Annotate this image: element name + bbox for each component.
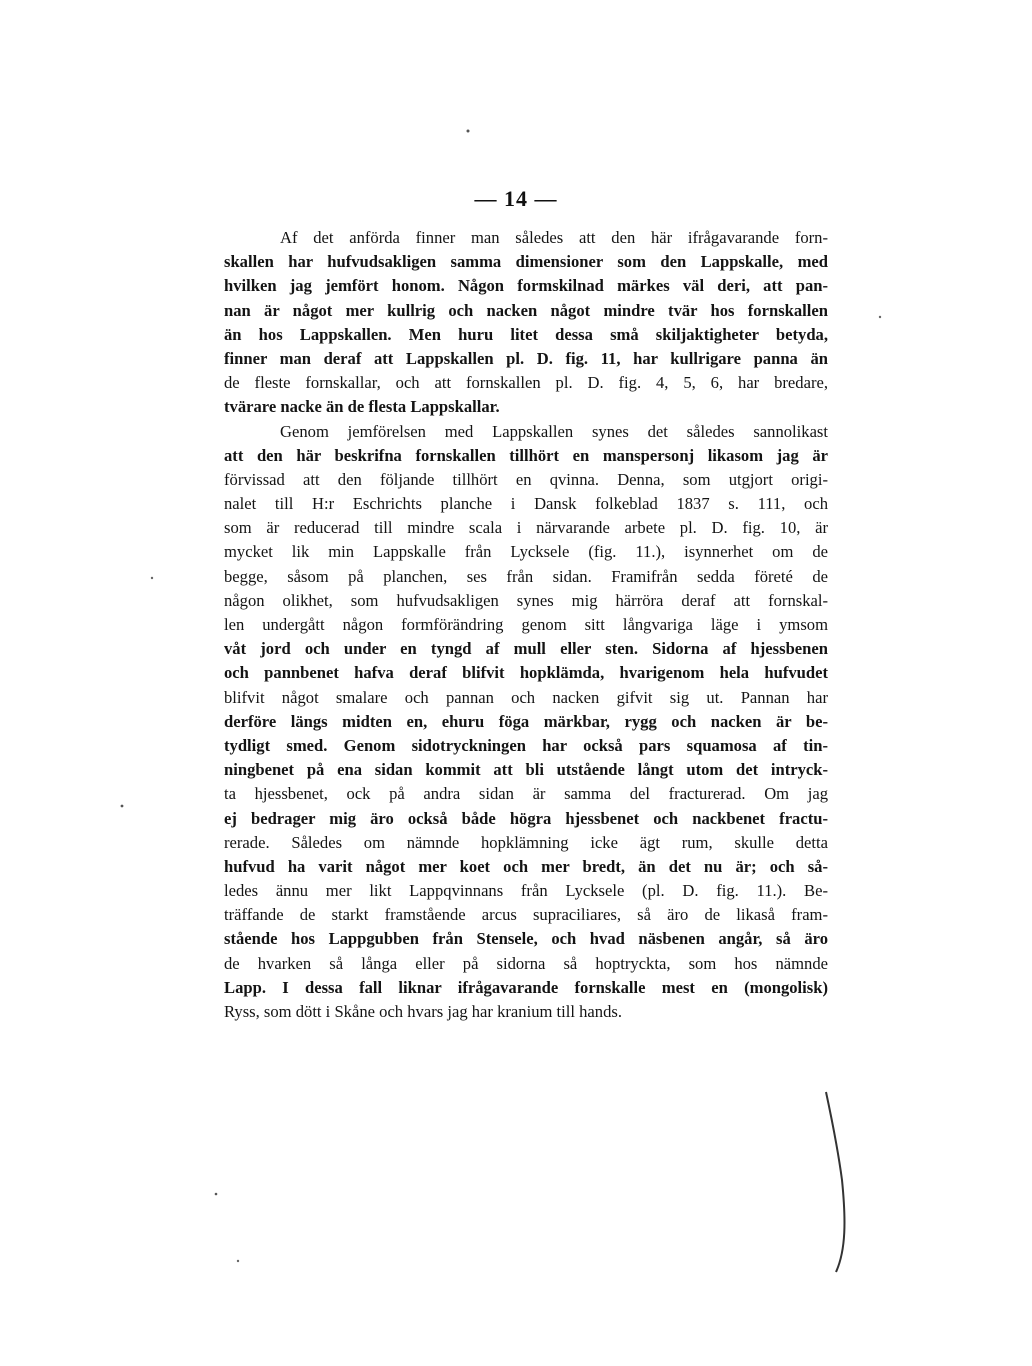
text-line: Ryss, som dött i Skåne och hvars jag har kranium till hands. [224,1002,622,1021]
text-line: rerade. Således om nämnde hopklämning icke ägt rum, skulle detta [224,832,828,852]
text-line: än hos Lappskallen. Men huru litet dessa små skiljaktigheter betyda, [224,324,828,344]
text-line: tydligt smed. Genom sidotryckningen har också pars squamosa af tin- [224,735,828,755]
text-line: finner man deraf att Lappskallen pl. D. fig. 11, har kullrigare panna än [224,348,828,368]
text-line: nan är något mer kullrig och nacken något mindre tvär hos fornskallen [224,300,828,320]
text-line: hvilken jag jemfört honom. Någon formskilnad märkes väl deri, att pan- [224,276,828,296]
text-line: skallen har hufvudsakligen samma dimensioner som den Lappskalle, med [224,252,828,272]
text-line: som är reducerad till mindre scala i närvarande arbete pl. D. fig. 10, är [224,518,828,538]
scan-speck [215,1193,218,1196]
scan-speck [879,316,881,318]
text-line: de hvarken så långa eller på sidorna så hoptryckta, som hos nämnde [224,953,828,973]
text-line: träffande de starkt framstående arcus supraciliares, så äro de likaså fram- [224,905,828,925]
text-line: Genom jemförelsen med Lappskallen synes det således sannolikast [280,421,828,441]
text-line: förvissad att den följande tillhört en qvinna. Denna, som utgjort origi- [224,469,828,489]
text-line: Lapp. I dessa fall liknar ifrågavarande fornskalle mest en (mongolisk) [224,977,828,997]
text-line: derföre längs midten en, ehuru föga märkbar, rygg och nacken är be- [224,711,828,731]
text-line: ledes ännu mer likt Lappqvinnans från Lycksele (pl. D. fig. 11.). Be- [224,881,828,901]
text-line: Af det anförda finner man således att den här ifrågavarande forn- [280,228,828,247]
text-line: ta hjessbenet, ock på andra sidan är samma del fracturerad. Om jag [224,784,828,804]
text-line: någon olikhet, som hufvudsakligen synes mig härröra deraf att fornskal- [224,590,828,610]
text-line: tvärare nacke än de flesta Lappskallar. [224,397,500,417]
page-number: — 14 — [474,186,558,211]
text-line: begge, såsom på planchen, ses från sidan. Framifrån sedda företé de [224,566,828,586]
text-line: hufvud ha varit något mer koet och mer bredt, än det nu är; och så- [224,856,828,876]
scan-speck [121,805,124,808]
scan-speck [237,1260,239,1262]
text-line: och pannbenet hafva deraf blifvit hopklämda, hvarigenom hela hufvudet [224,663,828,683]
scan-margin-line [826,1092,844,1272]
text-line: mycket lik min Lappskalle från Lycksele (fig. 11.), isynnerhet om de [224,542,828,562]
text-line: nalet till H:r Eschrichts planche i Dansk folkeblad 1837 s. 111, och [224,494,828,514]
text-line: ej bedrager mig äro också både högra hjessbenet och nackbenet fractu- [224,808,828,828]
paragraph-2 [224,420,828,1025]
text-line: blifvit något smalare och pannan och nacken gifvit sig ut. Pannan har [224,687,828,707]
text-line: de fleste fornskallar, och att fornskallen pl. D. fig. 4, 5, 6, har bredare, [224,373,828,393]
text-line: stående hos Lappgubben från Stensele, och hvad näsbenen angår, så äro [224,929,828,949]
text-line: ningbenet på ena sidan kommit att bli utstående långt utom det intryck- [224,760,828,780]
body-text [224,226,828,1024]
paragraph-1 [224,226,828,420]
text-line: våt jord och under en tyngd af mull eller sten. Sidorna af hjessbenen [224,639,828,659]
text-line: att den här beskrifna fornskallen tillhört en manspersonj likasom jag är [224,445,828,465]
scan-speck [467,130,470,133]
text-line: len undergått någon formförändring genom sitt långvariga läge i ymsom [224,615,828,634]
scan-speck [151,577,153,579]
